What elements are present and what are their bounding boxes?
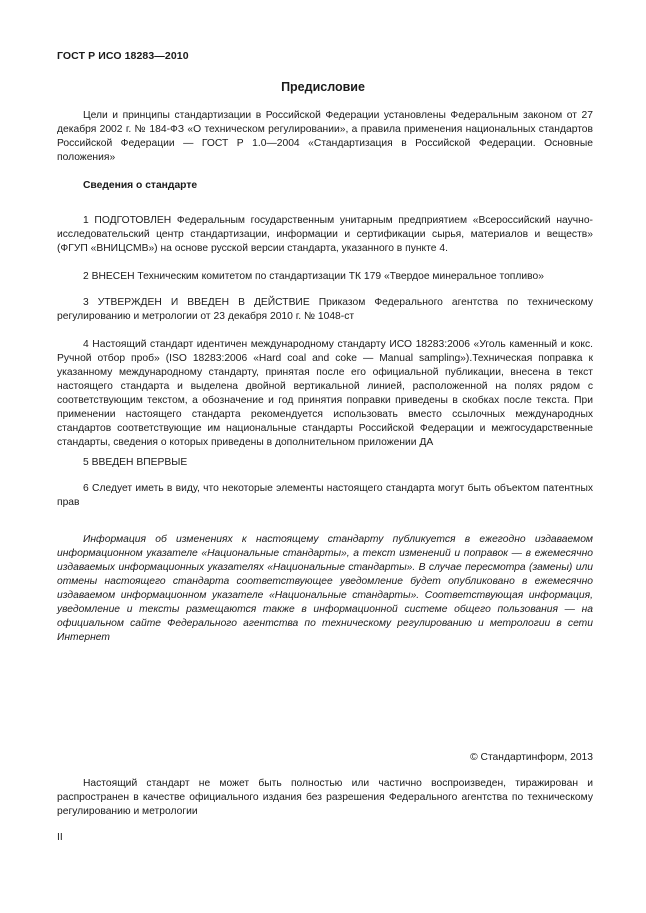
- item-1-prepared-by: 1 ПОДГОТОВЛЕН Федеральным государственным унитарным предприятием «Всероссийский научно-исследовательский центр стандартизации, информации и сертификации сырья, материалов и веществ» (ФГУП «ВНИЦСМВ») на основе русской версии стандарта, указанного в пункте 4.: [57, 215, 593, 254]
- changes-information-notice: Информация об изменениях к настоящему стандарту публикуется в ежегодно издаваемом информационном указателе «Национальные стандарты», а текст изменений и поправок — в ежемесячно издаваемых информационных указателях «Национальные стандарты». В случае пересмотра (замены) или отмены настоящего стандарта соответствующее уведомление будет опубликовано в ежемесячно издаваемом информационном указателе «Национальные стандарты». Соответствующая информация, уведомление и тексты размещаются также в информационной системе общего пользования — на официальном сайте Федерального агентства по техническому регулированию и метрологии в сети Интернет: [57, 534, 593, 643]
- reproduction-notice: Настоящий стандарт не может быть полностью или частично воспроизведен, тиражирован и распространен в качестве официального издания без разрешения Федерального агентства по техническому регулированию и метрологии: [57, 778, 593, 817]
- copyright: © Стандартинформ, 2013: [470, 752, 593, 763]
- page-title: Предисловие: [281, 80, 365, 94]
- item-3-approved: 3 УТВЕРЖДЕН И ВВЕДЕН В ДЕЙСТВИЕ Приказом Федерального агентства по техническому регулированию и метрологии от 23 декабря 2010 г. № 1048-ст: [57, 297, 593, 322]
- info-heading: Сведения о стандарте: [83, 180, 198, 191]
- intro-paragraph: Цели и принципы стандартизации в Российской Федерации установлены Федеральным законом от 27 декабря 2002 г. № 184-ФЗ «О техническом регулировании», а правила применения национальных стандартов Российской Федерации — ГОСТ Р 1.0—2004 «Стандартизация в Российской Федерации. Основные положения»: [57, 110, 593, 163]
- standard-code-header: ГОСТ Р ИСО 18283—2010: [57, 50, 189, 62]
- item-6-patent-notice: 6 Следует иметь в виду, что некоторые элементы настоящего стандарта могут быть объектом патентных прав: [57, 483, 593, 508]
- item-2-submitted-by: 2 ВНЕСЕН Техническим комитетом по стандартизации ТК 179 «Твердое минеральное топливо»: [83, 271, 544, 282]
- page-number: II: [57, 832, 63, 843]
- item-5-introduced-first: 5 ВВЕДЕН ВПЕРВЫЕ: [83, 457, 188, 468]
- item-4-identity: 4 Настоящий стандарт идентичен международному стандарту ИСО 18283:2006 «Уголь каменный и кокс. Ручной отбор проб» (ISO 18283:2006 «Hard coal and coke — Manual sampling»).Техническая поправка к указанному международному стандарту, принятая после его официальной публикации, внесена в текст настоящего стандарта и выделена двойной вертикальной линией, расположенной на полях рядом с соответствующим текстом, а обозначение и год принятия поправки приведены в скобках после текста. При применении настоящего стандарта рекомендуется использовать вместо ссылочных международных стандартов соответствующие им национальные стандарты Российской Федерации и межгосударственные стандарты, сведения о которых приведены в дополнительном приложении ДА: [57, 339, 593, 448]
